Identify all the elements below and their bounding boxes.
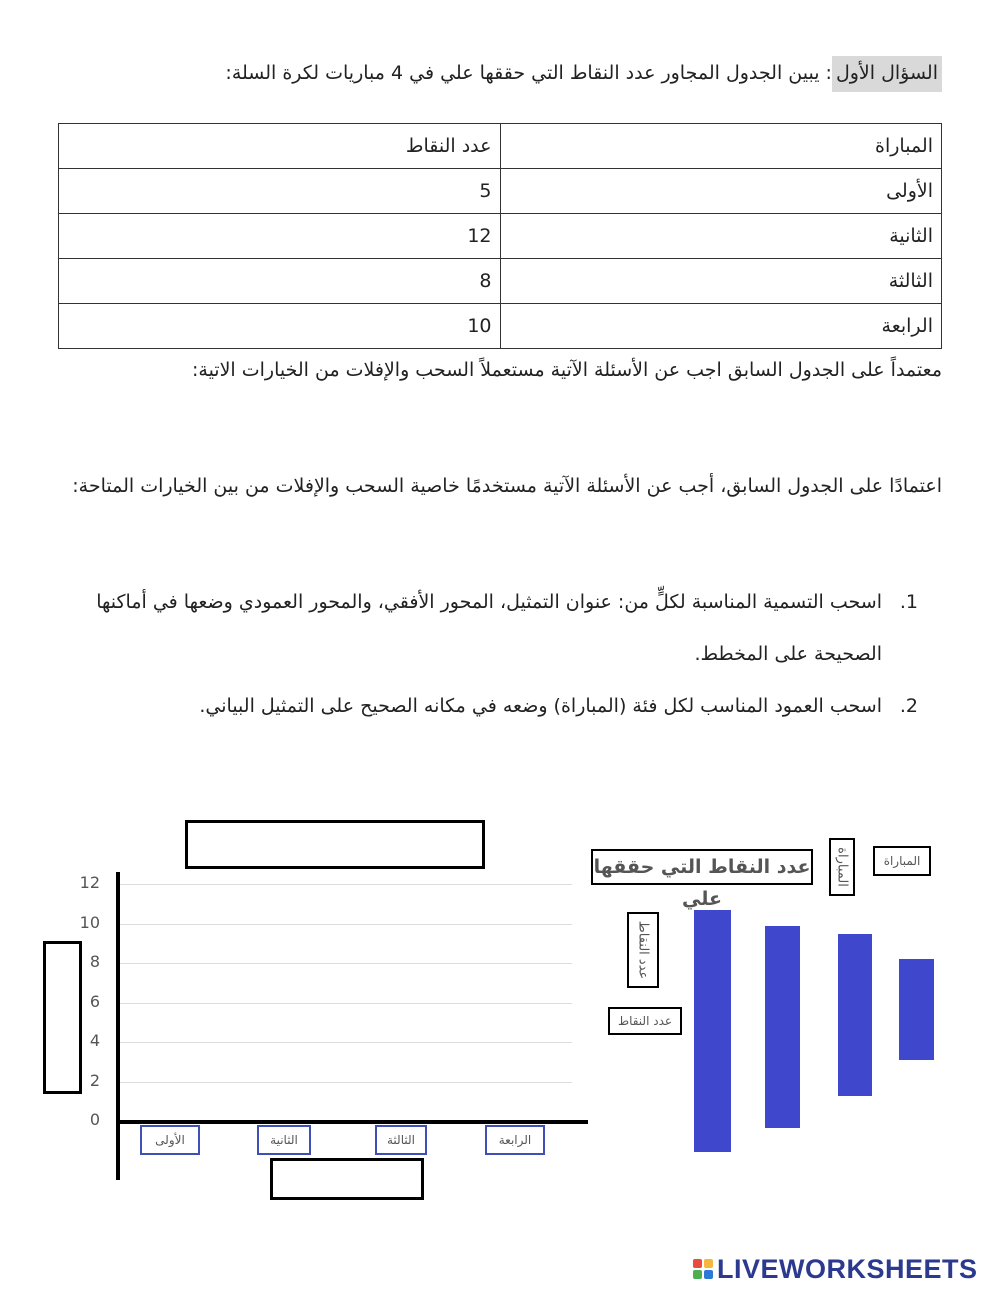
drag-bar-5[interactable] <box>899 959 934 1060</box>
y-tick-label: 0 <box>89 1110 100 1129</box>
points-table <box>58 123 942 349</box>
item-text: اسحب العمود المناسب لكل فئة (المباراة) وضعه في مكانه الصحيح على التمثيل البياني. <box>199 695 882 717</box>
drag-label-text: عدد النقاط <box>635 920 651 980</box>
y-tick-label: 2 <box>89 1070 100 1090</box>
question-text: : يبين الجدول المجاور عدد النقاط التي حققها علي في 4 مباريات لكرة السلة: <box>225 62 832 84</box>
instruction-list <box>62 576 942 732</box>
y-tick-label: 12 <box>79 873 100 892</box>
table-cell-points: 5 <box>59 169 501 214</box>
table-row <box>59 259 942 304</box>
table-row <box>59 304 942 349</box>
instruction-item-1 <box>62 576 942 680</box>
gridline <box>120 884 572 885</box>
question-label: السؤال الأول <box>832 56 942 92</box>
table-cell-points: 10 <box>59 304 501 349</box>
gridline <box>120 924 572 925</box>
instruction-paragraph-2: اعتمادًا على الجدول السابق، أجب عن الأسئلة الآتية مستخدمًا خاصية السحب والإفلات من بين الخيارات المتاحة: <box>72 475 942 497</box>
liveworksheets-logo <box>693 1254 978 1284</box>
y-tick-label: 10 <box>79 912 100 932</box>
instruction-item-2 <box>62 680 942 732</box>
y-axis-line <box>116 872 120 1180</box>
table-cell-points: 8 <box>59 259 501 304</box>
drag-label-x-axis[interactable]: المباراة <box>873 846 931 876</box>
x-category-fourth: الرابعة <box>485 1125 545 1155</box>
chart-title-drop-zone[interactable] <box>185 820 485 869</box>
y-tick-label: 4 <box>89 1031 100 1050</box>
x-axis-line <box>118 1120 588 1124</box>
drag-bar-10[interactable] <box>765 926 800 1128</box>
x-axis-label-drop-zone[interactable] <box>270 1158 424 1200</box>
item-number: 1. <box>899 591 918 613</box>
x-category-third: الثالثة <box>375 1125 427 1155</box>
instruction-paragraph-1: معتمداً على الجدول السابق اجب عن الأسئلة الآتية مستعملاً السحب والإفلات من الخيارات الاتية: <box>191 359 942 381</box>
drag-label-title[interactable]: عدد النقاط التي حققها علي <box>591 849 813 885</box>
table-cell-points: 12 <box>59 214 501 259</box>
x-category-second: الثانية <box>257 1125 311 1155</box>
gridline <box>120 1082 572 1083</box>
item-number: 2. <box>899 695 918 717</box>
table-row <box>59 169 942 214</box>
x-category-first: الأولى <box>140 1125 200 1155</box>
gridline <box>120 1042 572 1043</box>
table-cell-match: الرابعة <box>500 304 942 349</box>
gridline <box>120 963 572 964</box>
question-heading <box>42 62 942 84</box>
table-cell-match: الثانية <box>500 214 942 259</box>
item-text: اسحب التسمية المناسبة لكلٍّ من: عنوان التمثيل، المحور الأفقي، والمحور العمودي وضعها في أماكنها الصحيحة على المخطط. <box>96 591 882 665</box>
drag-bar-12[interactable] <box>694 910 731 1152</box>
gridline <box>120 1003 572 1004</box>
drag-label-y-axis[interactable]: عدد النقاط <box>608 1007 682 1035</box>
y-tick-label: 8 <box>89 952 100 971</box>
table-cell-match: الثالثة <box>500 259 942 304</box>
drag-label-text: المباراة <box>834 847 850 887</box>
drag-bar-8[interactable] <box>838 934 872 1096</box>
table-row <box>59 214 942 259</box>
y-axis-label-drop-zone[interactable] <box>43 941 82 1094</box>
table-cell-match: الأولى <box>500 169 942 214</box>
y-tick-label: 6 <box>89 991 100 1011</box>
table-header-match: المباراة <box>500 124 942 169</box>
table-header-row <box>59 124 942 169</box>
logo-text: LIVEWORKSHEETS <box>717 1253 978 1284</box>
table-header-points: عدد النقاط <box>59 124 501 169</box>
logo-icon <box>693 1259 713 1279</box>
drag-label-y-axis-rotated[interactable] <box>627 912 659 988</box>
drag-label-x-axis-rotated[interactable] <box>829 838 855 896</box>
